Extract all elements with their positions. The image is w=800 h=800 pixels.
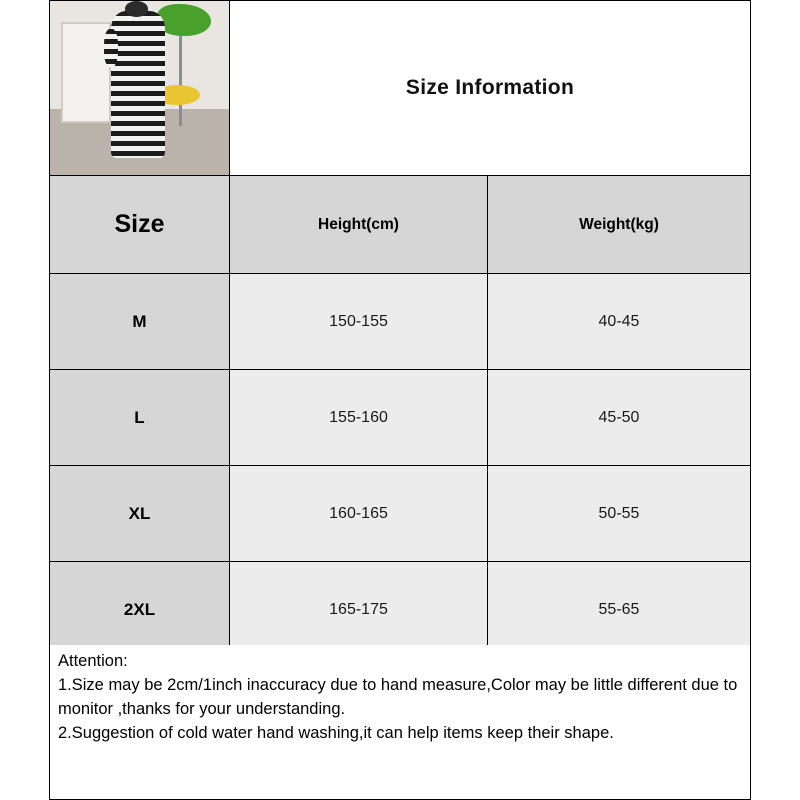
size-information-table — [49, 0, 751, 658]
column-header-weight: Weight(kg) — [488, 176, 750, 274]
cell-weight: 55-65 — [488, 562, 750, 658]
table-row — [50, 466, 750, 562]
cell-size: L — [50, 370, 230, 466]
cell-height: 160-165 — [230, 466, 488, 562]
photo-model-dress — [111, 11, 165, 157]
attention-heading: Attention: — [58, 652, 128, 670]
cell-size: 2XL — [50, 562, 230, 658]
cell-size: XL — [50, 466, 230, 562]
cell-weight: 40-45 — [488, 274, 750, 370]
table-column-header-row — [50, 176, 750, 274]
product-photo-illustration — [50, 1, 229, 175]
attention-line-2: 2.Suggestion of cold water hand washing,it can help items keep their shape. — [58, 723, 614, 742]
table-header-row — [50, 1, 750, 176]
table-row — [50, 370, 750, 466]
attention-block — [49, 645, 751, 800]
cell-weight: 45-50 — [488, 370, 750, 466]
cell-height: 150-155 — [230, 274, 488, 370]
cell-weight: 50-55 — [488, 466, 750, 562]
cell-size: M — [50, 274, 230, 370]
table-row — [50, 562, 750, 658]
page-title: Size Information — [230, 1, 750, 176]
cell-height: 165-175 — [230, 562, 488, 658]
column-header-size: Size — [50, 176, 230, 274]
column-header-height: Height(cm) — [230, 176, 488, 274]
photo-pole — [179, 36, 182, 126]
photo-model-head — [125, 1, 148, 17]
product-photo — [50, 1, 230, 176]
photo-model-arm — [104, 29, 118, 67]
table-row — [50, 274, 750, 370]
photo-plant — [157, 4, 211, 35]
attention-line-1: 1.Size may be 2cm/1inch inaccuracy due to hand measure,Color may be little different due to monitor ,thanks for your understanding. — [58, 675, 738, 718]
cell-height: 155-160 — [230, 370, 488, 466]
